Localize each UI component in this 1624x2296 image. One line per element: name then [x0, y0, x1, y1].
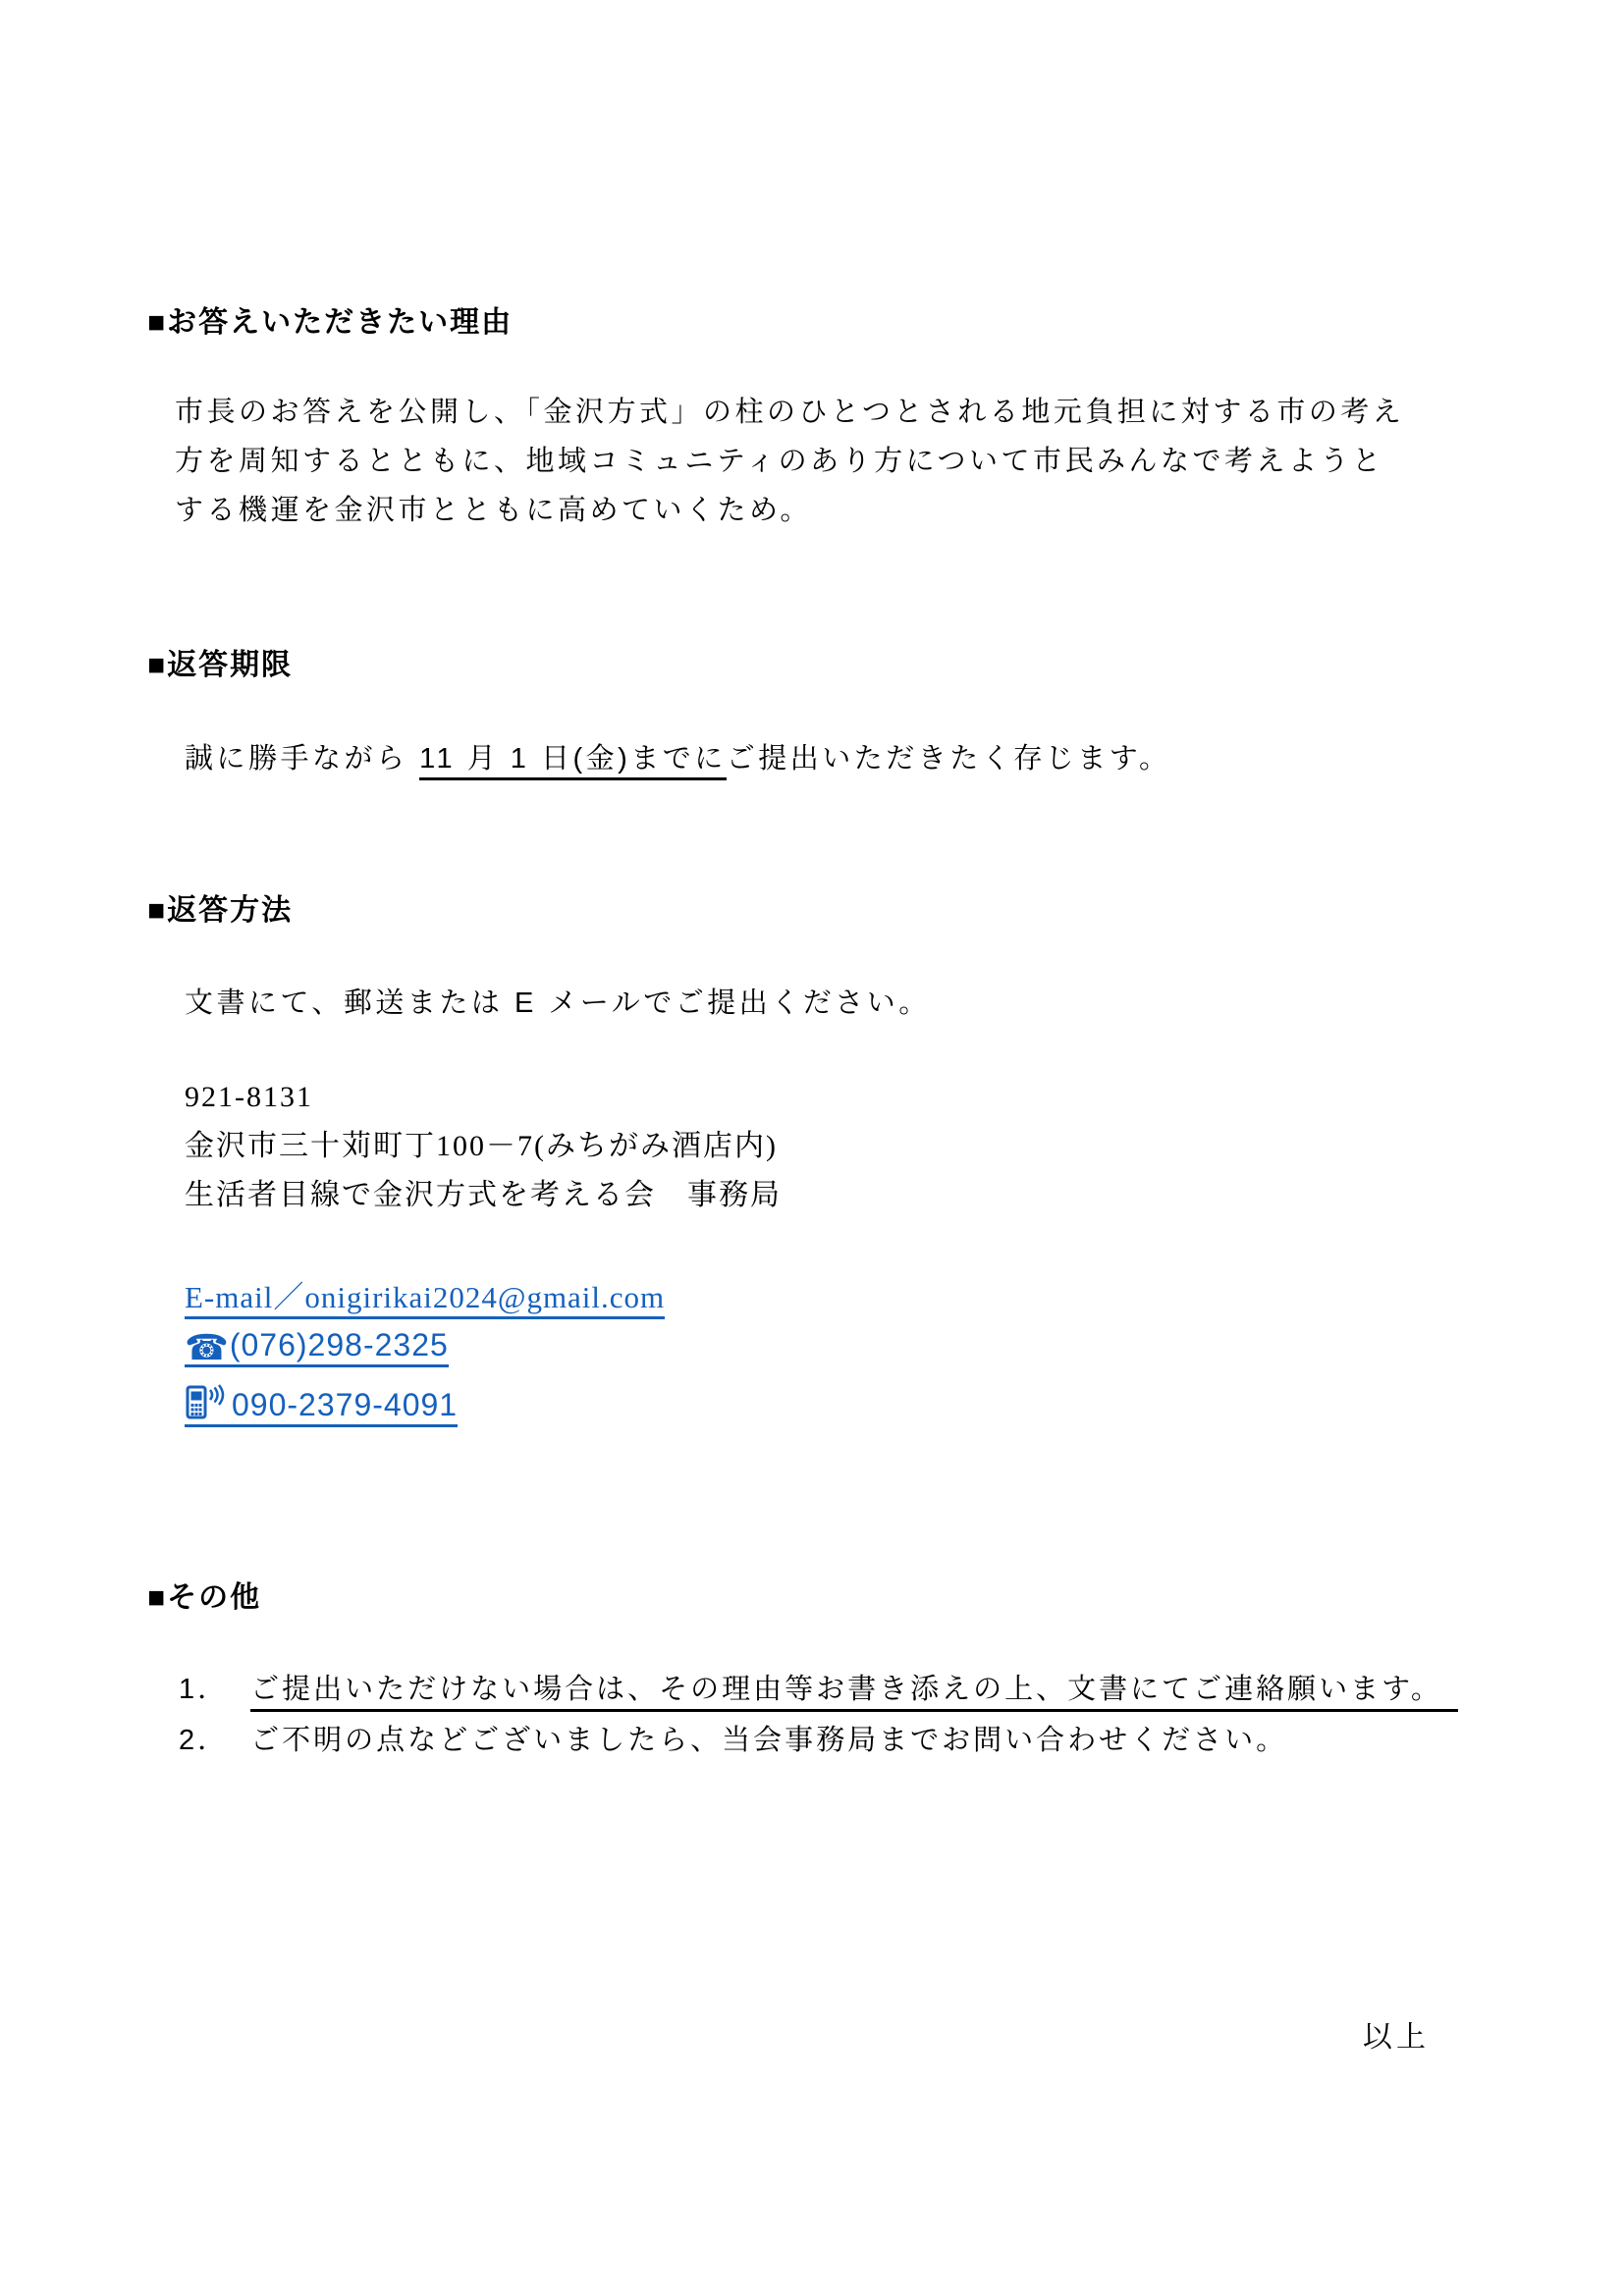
mobile-line [185, 1382, 458, 1423]
deadline-suffix: ご提出いただきたく存じます。 [726, 743, 1171, 774]
postal-code: 921-8131 [185, 1081, 313, 1113]
deadline-prefix: 誠に勝手ながら [185, 743, 420, 774]
reason-line-3: する機運を金沢市とともに高めていくため。 [175, 495, 812, 526]
closing-word: 以上 [1363, 2021, 1430, 2054]
email-link[interactable]: E-mail／onigirikai2024@gmail.com [185, 1280, 665, 1319]
reason-paragraph [175, 388, 1404, 535]
list-item-2-text: ご不明の点などございましたら、当会事務局までお問い合わせください。 [250, 1725, 1288, 1756]
section-heading-reason: ■お答えいただきたい理由 [147, 306, 514, 339]
mobile-link[interactable] [185, 1387, 458, 1427]
mobile-number: 090-2379-4091 [232, 1387, 459, 1422]
list-item-2 [179, 1715, 1458, 1766]
deadline-date-underlined: 11 月 1 日(金)までに [419, 743, 727, 780]
list-item-1-number: 1． [179, 1674, 230, 1705]
telephone-line [185, 1327, 449, 1366]
mobile-phone-icon [185, 1382, 226, 1421]
black-telephone-icon: ☎ [185, 1328, 230, 1368]
reason-line-2: 方を周知するとともに、地域コミュニティのあり方について市民みんなで考えようと [175, 446, 1384, 477]
section-heading-deadline: ■返答期限 [147, 649, 294, 681]
list-item-1-text: ご提出いただけない場合は、その理由等お書き添えの上、文書にてご連絡願います。 [250, 1674, 1458, 1712]
reason-line-1: 市長のお答えを公開し、「金沢方式」の柱のひとつとされる地元負担に対する市の考え [175, 397, 1405, 428]
section-heading-other: ■その他 [147, 1581, 262, 1614]
list-item-1 [179, 1664, 1458, 1715]
section-heading-method: ■返答方法 [147, 894, 294, 927]
postal-address-block [185, 1073, 782, 1220]
organization-name: 生活者目線で金沢方式を考える会 事務局 [185, 1179, 782, 1211]
method-instruction: 文書にて、郵送または E メールでご提出ください。 [185, 988, 931, 1019]
other-list [179, 1664, 1458, 1766]
telephone-link[interactable] [185, 1327, 449, 1367]
street-address: 金沢市三十苅町丁100－7(みちがみ酒店内) [185, 1130, 778, 1162]
deadline-sentence [185, 734, 1170, 783]
telephone-number: (076)298-2325 [229, 1327, 449, 1362]
email-line [185, 1272, 665, 1316]
list-item-2-number: 2． [179, 1725, 230, 1756]
